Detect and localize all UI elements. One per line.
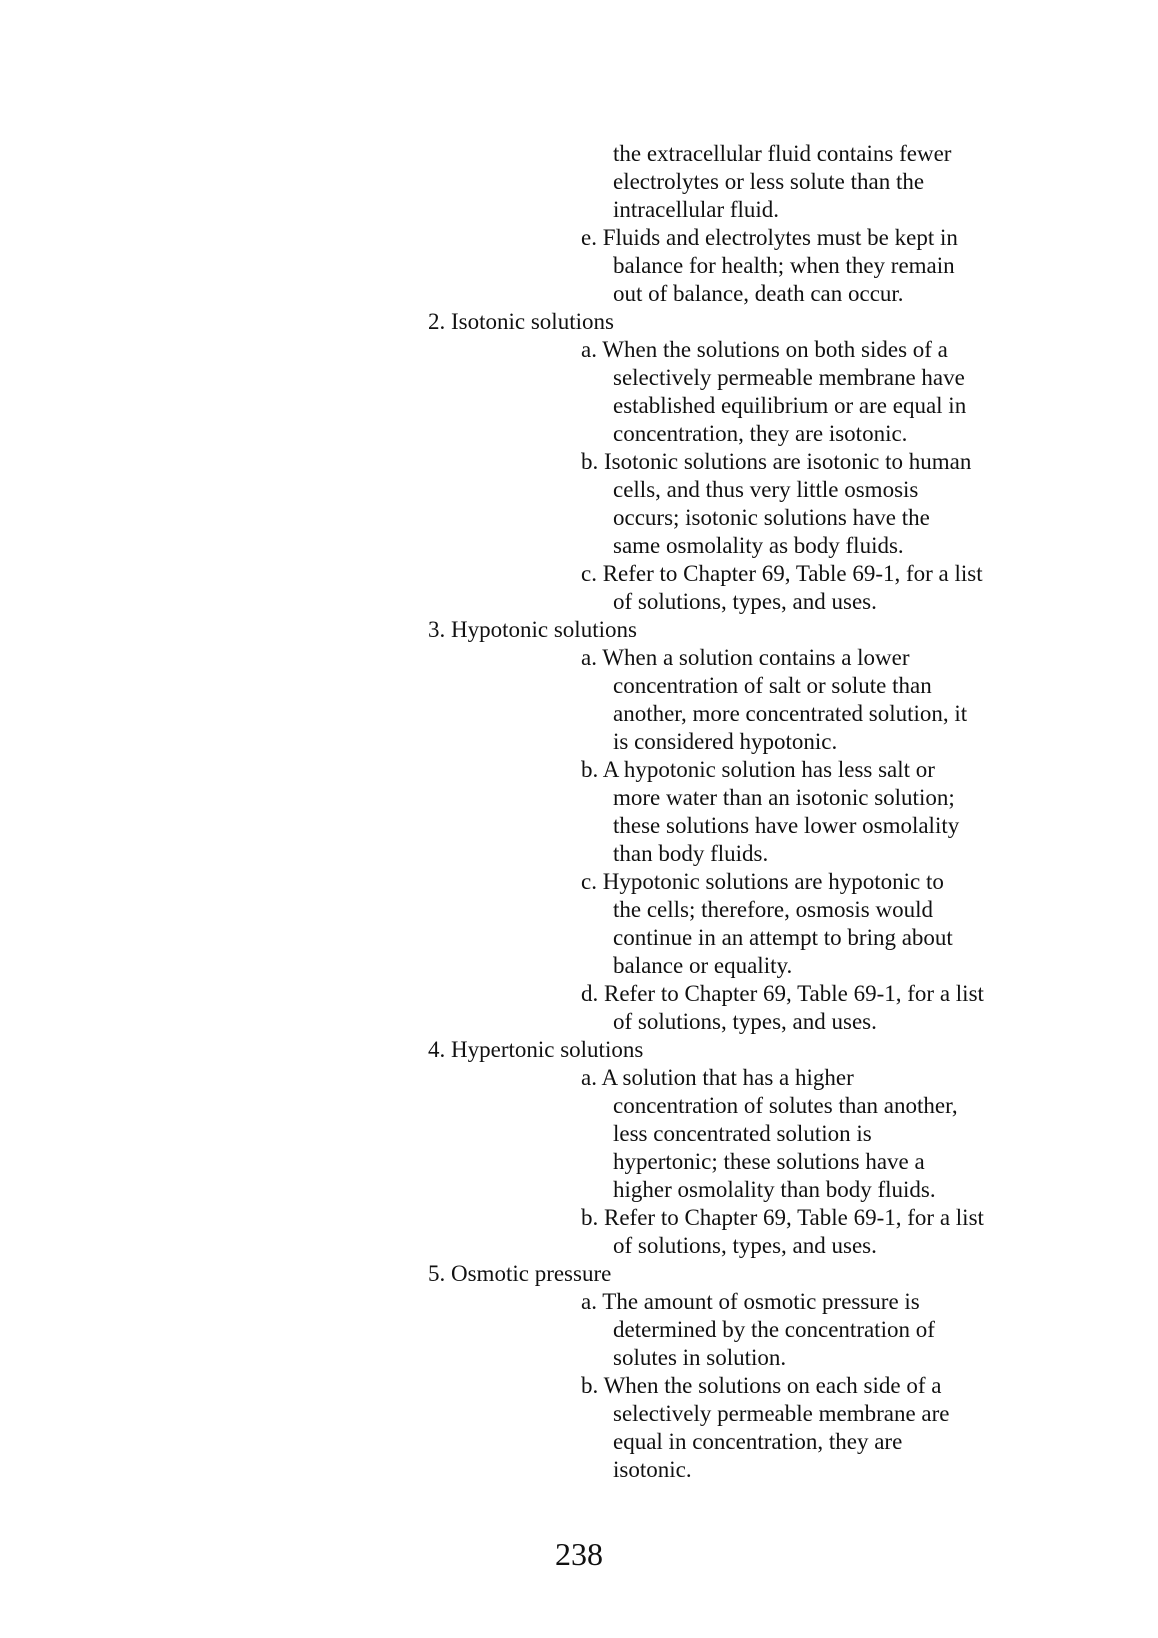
s2-item-c-line: of solutions, types, and uses. xyxy=(613,589,877,614)
s4-item-a-line: less concentrated solution is xyxy=(613,1121,872,1146)
outline-body xyxy=(0,140,1158,1484)
s3-item-d-line: of solutions, types, and uses. xyxy=(613,1009,877,1034)
s3-item-c-line: the cells; therefore, osmosis would xyxy=(613,897,934,922)
section-heading-hypertonic: 4. Hypertonic solutions xyxy=(428,1037,644,1062)
s4-item-a-line: higher osmolality than body fluids. xyxy=(613,1177,936,1202)
s4-item-a-line: concentration of solutes than another, xyxy=(613,1093,958,1118)
s2-item-c-line: c. Refer to Chapter 69, Table 69-1, for a list xyxy=(581,561,983,586)
section-heading-hypotonic: 3. Hypotonic solutions xyxy=(428,617,637,642)
s2-item-b-line: cells, and thus very little osmosis xyxy=(613,477,919,502)
s5-item-b-line: b. When the solutions on each side of a xyxy=(581,1373,942,1398)
s2-item-b-line: same osmolality as body fluids. xyxy=(613,533,904,558)
s3-item-a-line: another, more concentrated solution, it xyxy=(613,701,968,726)
s3-item-a-line: is considered hypotonic. xyxy=(613,729,838,754)
s4-item-a-line: a. A solution that has a higher xyxy=(581,1065,854,1090)
s3-item-b-line: than body fluids. xyxy=(613,841,769,866)
s3-item-c-line: c. Hypotonic solutions are hypotonic to xyxy=(581,869,944,894)
continuation-line: intracellular fluid. xyxy=(613,197,780,222)
section-heading-osmotic-pressure: 5. Osmotic pressure xyxy=(428,1261,612,1286)
item-e-line: balance for health; when they remain xyxy=(613,253,955,278)
s5-item-b-line: equal in concentration, they are xyxy=(613,1429,903,1454)
continuation-line: the extracellular fluid contains fewer xyxy=(613,141,952,166)
s2-item-a-line: selectively permeable membrane have xyxy=(613,365,965,390)
s5-item-b-line: selectively permeable membrane are xyxy=(613,1401,950,1426)
continuation-line: electrolytes or less solute than the xyxy=(613,169,925,194)
s3-item-c-line: balance or equality. xyxy=(613,953,793,978)
s2-item-a-line: a. When the solutions on both sides of a xyxy=(581,337,948,362)
s4-item-a-line: hypertonic; these solutions have a xyxy=(613,1149,925,1174)
s3-item-b-line: b. A hypotonic solution has less salt or xyxy=(581,757,935,782)
s3-item-d-line: d. Refer to Chapter 69, Table 69-1, for a list xyxy=(581,981,984,1006)
s2-item-a-line: established equilibrium or are equal in xyxy=(613,393,967,418)
page-number: 238 xyxy=(555,1536,603,1572)
s4-item-b-line: b. Refer to Chapter 69, Table 69-1, for a list xyxy=(581,1205,984,1230)
section-heading-isotonic: 2. Isotonic solutions xyxy=(428,309,614,334)
s5-item-a-line: a. The amount of osmotic pressure is xyxy=(581,1289,920,1314)
s3-item-a-line: a. When a solution contains a lower xyxy=(581,645,910,670)
s2-item-b-line: b. Isotonic solutions are isotonic to human xyxy=(581,449,972,474)
item-e-line: e. Fluids and electrolytes must be kept in xyxy=(581,225,958,250)
s2-item-a-line: concentration, they are isotonic. xyxy=(613,421,908,446)
item-e-line: out of balance, death can occur. xyxy=(613,281,904,306)
s5-item-a-line: determined by the concentration of xyxy=(613,1317,935,1342)
s3-item-a-line: concentration of salt or solute than xyxy=(613,673,932,698)
s5-item-b-line: isotonic. xyxy=(613,1457,692,1482)
s2-item-b-line: occurs; isotonic solutions have the xyxy=(613,505,930,530)
s5-item-a-line: solutes in solution. xyxy=(613,1345,787,1370)
s3-item-c-line: continue in an attempt to bring about xyxy=(613,925,953,950)
s3-item-b-line: these solutions have lower osmolality xyxy=(613,813,960,838)
s4-item-b-line: of solutions, types, and uses. xyxy=(613,1233,877,1258)
s3-item-b-line: more water than an isotonic solution; xyxy=(613,785,955,810)
